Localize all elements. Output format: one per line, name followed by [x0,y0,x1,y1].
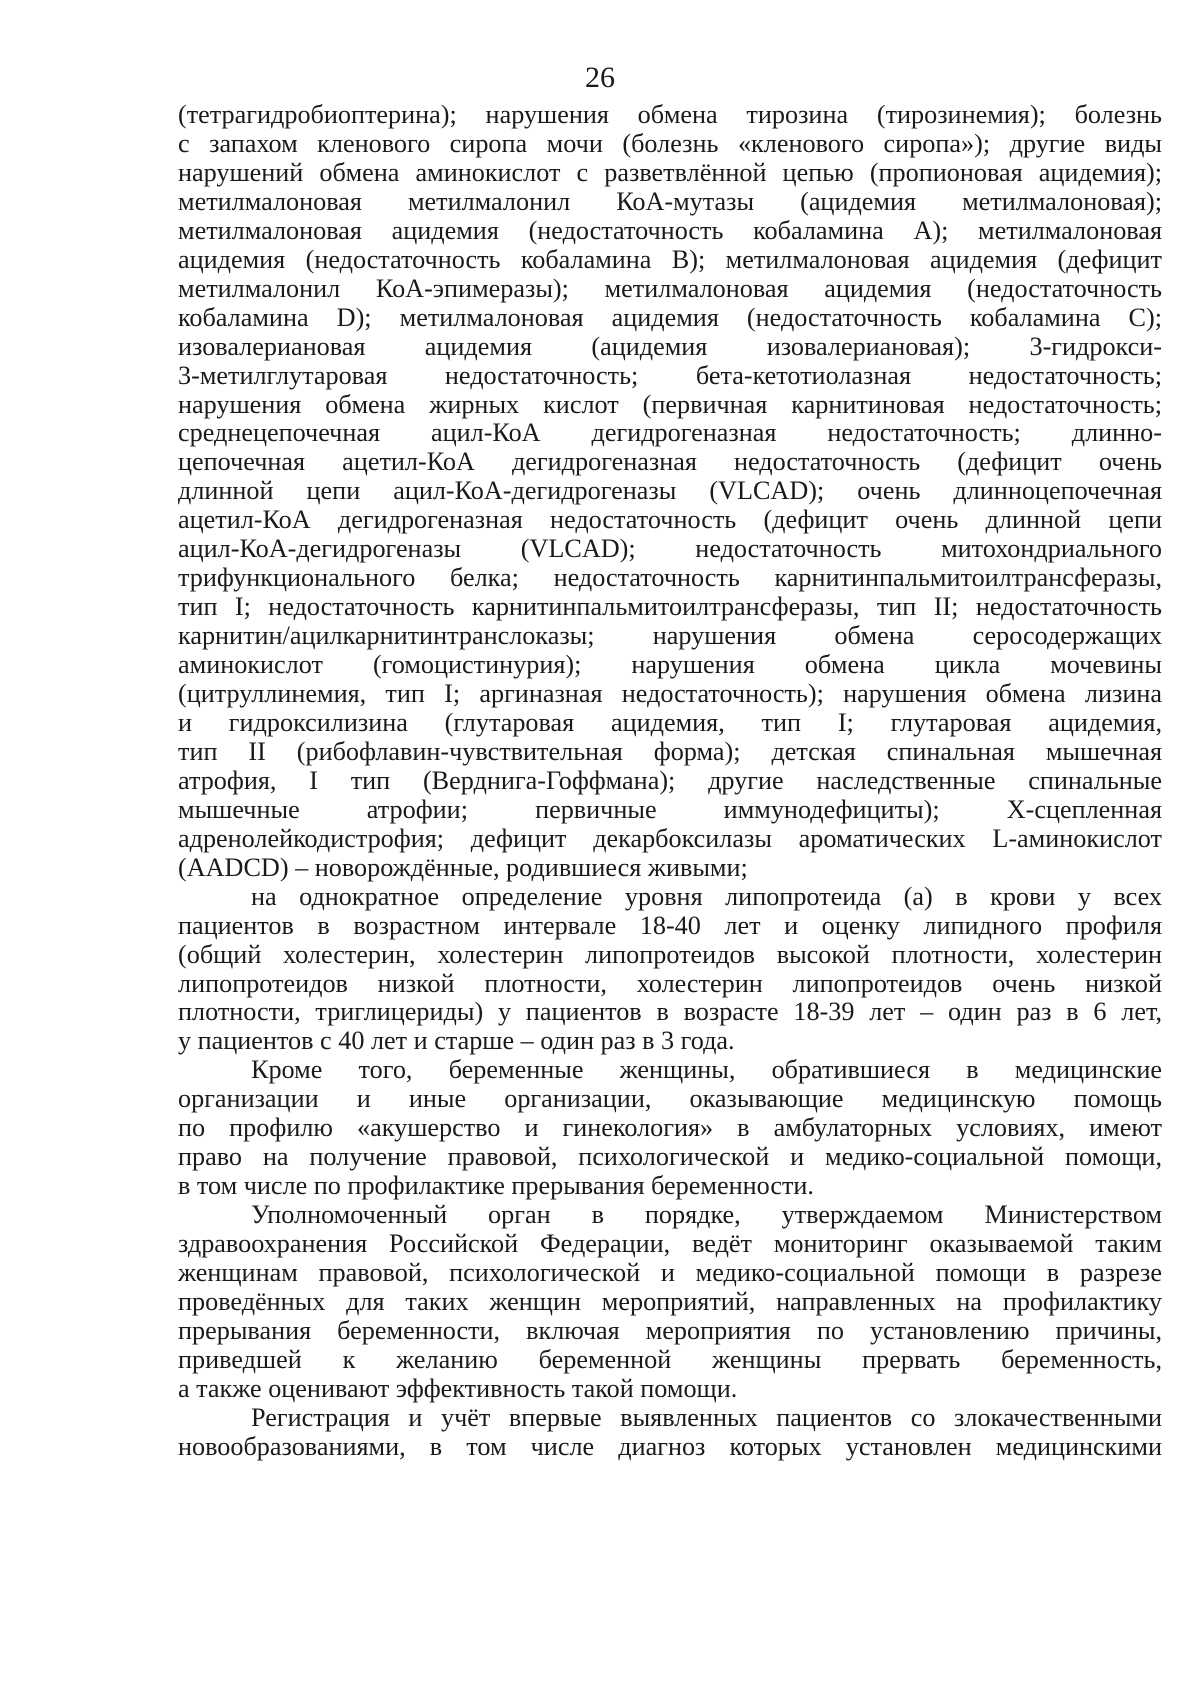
text-line: ацидемия (недостаточность кобаламина В); метилмалоновая ацидемия (дефицит [178,244,1162,274]
text-line: нарушения обмена жирных кислот (первичная карнитиновая недостаточность; [178,389,1162,419]
text-line: тип II (рибофлавин-чувствительная форма); детская спинальная мышечная [178,736,1162,766]
text-line: и гидроксилизина (глутаровая ацидемия, тип I; глутаровая ацидемия, [178,707,1162,737]
text-line: (общий холестерин, холестерин липопротеидов высокой плотности, холестерин [178,939,1162,969]
text-line: проведённых для таких женщин мероприятий, направленных на профилактику [178,1286,1162,1316]
text-line: (цитруллинемия, тип I; аргиназная недостаточность); нарушения обмена лизина [178,679,1162,708]
text-line: в том числе по профилактике прерывания беременности. [178,1171,814,1201]
text-line: среднецепочечная ацил-КоА дегидрогеназная недостаточность; длинно- [178,418,1162,448]
text-line: аминокислот (гомоцистинурия); нарушения обмена цикла мочевины [178,650,1162,680]
text-line: мышечные атрофии; первичные иммунодефициты); Х-сцепленная [178,794,1162,824]
text-line: ацетил-КоА дегидрогеназная недостаточность (дефицит очень длинной цепи [178,505,1162,535]
page-number: 26 [585,61,615,94]
text-line: (AADCD) – новорождённые, родившиеся живыми; [178,852,748,882]
text-line: метилмалоновая метилмалонил КоА-мутазы (ацидемия метилмалоновая); [178,186,1162,216]
text-line: а также оценивают эффективность такой помощи. [178,1373,738,1403]
text-line: ацил-КоА-дегидрогеназы (VLCAD); недостаточность митохондриального [178,534,1162,564]
text-line: липопротеидов низкой плотности, холестерин липопротеидов очень низкой [178,968,1162,998]
text-line: кобаламина D); метилмалоновая ацидемия (недостаточность кобаламина С); [178,302,1162,332]
text-line: карнитин/ацилкарнитинтранслоказы; нарушения обмена серосодержащих [178,621,1162,651]
text-line: здравоохранения Российской Федерации, ведёт мониторинг оказываемой таким [178,1229,1162,1259]
text-line: длинной цепи ацил-КоА-дегидрогеназы (VLCAD); очень длинноцепочечная [178,476,1162,506]
text-line: нарушений обмена аминокислот с разветвлённой цепью (пропионовая ацидемия); [178,157,1162,187]
text-line: 3-метилглутаровая недостаточность; бета-кетотиолазная недостаточность; [178,360,1162,390]
text-line: женщинам правовой, психологической и медико-социальной помощи в разрезе [178,1258,1162,1287]
text-line: трифункционального белка; недостаточность карнитинпальмитоилтрансферазы, [178,563,1162,593]
text-line: атрофия, I тип (Верднига-Гоффмана); другие наследственные спинальные [178,765,1162,795]
text-line: цепочечная ацетил-КоА дегидрогеназная недостаточность (дефицит очень [178,447,1162,477]
text-line: Уполномоченный орган в порядке, утверждаемом Министерством [251,1200,1162,1230]
text-line: Регистрация и учёт впервые выявленных пациентов со злокачественными [251,1402,1162,1432]
text-line: тип I; недостаточность карнитинпальмитоилтрансферазы, тип II; недостаточность [178,592,1162,622]
text-line: организации и иные организации, оказывающие медицинскую помощь [178,1084,1162,1114]
text-line: по профилю «акушерство и гинекология» в амбулаторных условиях, имеют [178,1113,1162,1143]
text-line: изовалериановая ацидемия (ацидемия изовалериановая); 3-гидрокси- [178,331,1162,361]
text-line: право на получение правовой, психологической и медико-социальной помощи, [178,1142,1162,1172]
text-line: на однократное определение уровня липопротеида (а) в крови у всех [251,881,1162,911]
text-line: новообразованиями, в том числе диагноз которых установлен медицинскими [178,1431,1162,1461]
text-line: приведшей к желанию беременной женщины прервать беременность, [178,1344,1162,1374]
text-line: метилмалоновая ацидемия (недостаточность кобаламина А); метилмалоновая [178,215,1162,245]
text-line: с запахом кленового сиропа мочи (болезнь «кленового сиропа»); другие виды [178,128,1162,158]
text-line: Кроме того, беременные женщины, обратившиеся в медицинские [251,1055,1162,1085]
text-line: плотности, триглицериды) у пациентов в возрасте 18-39 лет – один раз в 6 лет, [178,997,1162,1027]
text-line: адренолейкодистрофия; дефицит декарбоксилазы ароматических L-аминокислот [178,823,1162,853]
text-line: пациентов в возрастном интервале 18-40 лет и оценку липидного профиля [178,910,1162,940]
text-line: у пациентов с 40 лет и старше – один раз в 3 года. [178,1026,735,1056]
text-line: прерывания беременности, включая мероприятия по установлению причины, [178,1315,1162,1345]
text-line: метилмалонил КоА-эпимеразы); метилмалоновая ацидемия (недостаточность [178,273,1162,303]
text-line: (тетрагидробиоптерина); нарушения обмена тирозина (тирозинемия); болезнь [178,100,1162,129]
